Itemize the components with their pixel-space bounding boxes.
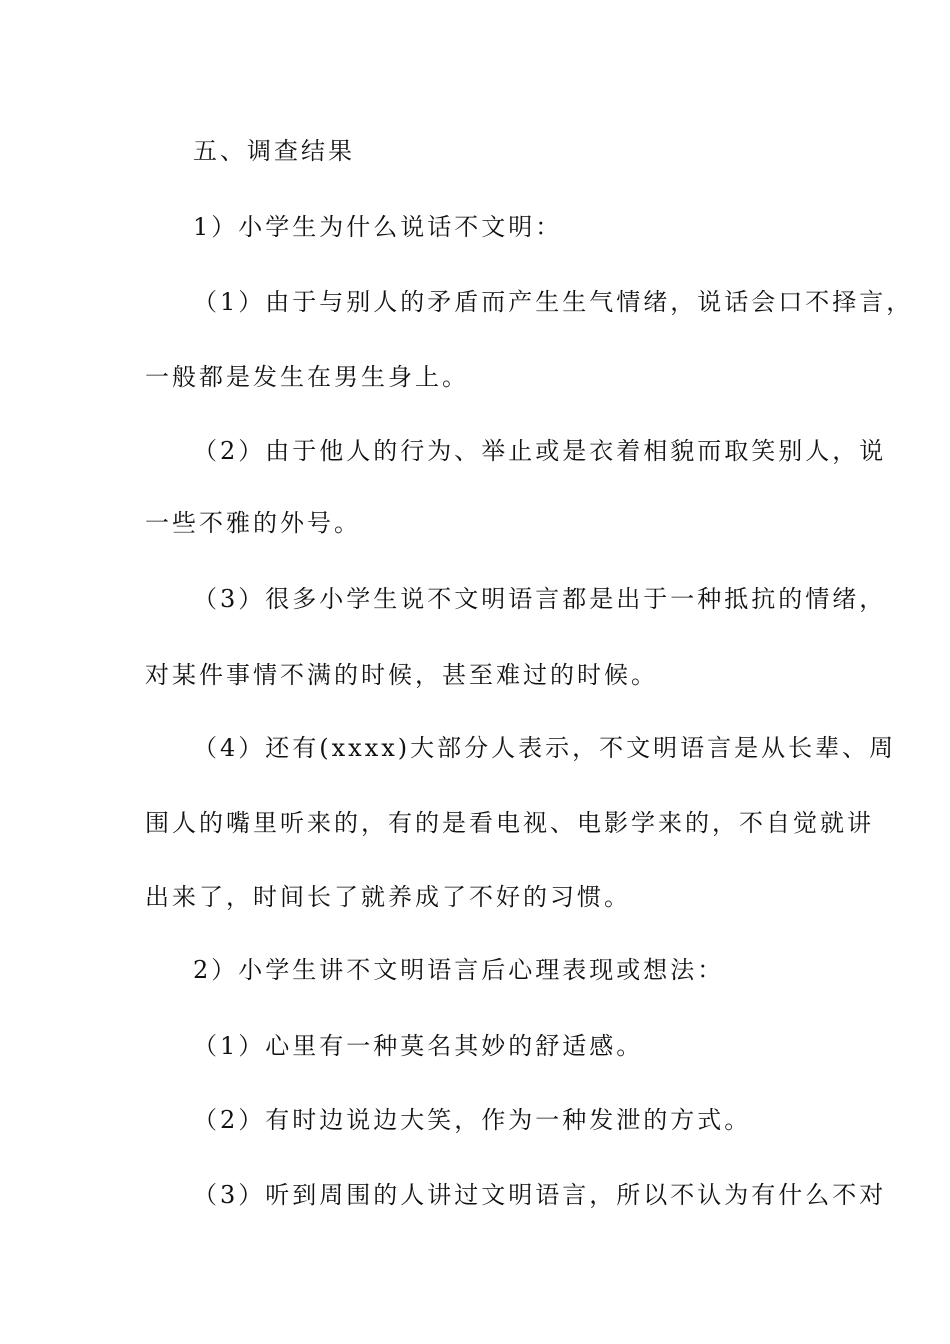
paragraph-line: （4）还有(xxxx)大部分人表示，不文明语言是从长辈、周 bbox=[193, 734, 897, 762]
paragraph-line: 一些不雅的外号。 bbox=[145, 509, 361, 537]
paragraph-line: 一般都是发生在男生身上。 bbox=[145, 363, 469, 391]
paragraph-line: （1）由于与别人的矛盾而产生生气情绪，说话会口不择言， bbox=[193, 288, 914, 316]
subheading-1: 1）小学生为什么说话不文明： bbox=[193, 213, 563, 241]
paragraph-line: （2）有时边说边大笑，作为一种发泄的方式。 bbox=[193, 1106, 752, 1134]
subheading-2: 2）小学生讲不文明语言后心理表现或想法： bbox=[193, 956, 725, 984]
paragraph-line: （3）听到周围的人讲过文明语言，所以不认为有什么不对 bbox=[193, 1181, 887, 1209]
paragraph-line: （2）由于他人的行为、举止或是衣着相貌而取笑别人，说 bbox=[193, 437, 887, 465]
paragraph-line: 出来了，时间长了就养成了不好的习惯。 bbox=[145, 883, 631, 911]
paragraph-line: 围人的嘴里听来的，有的是看电视、电影学来的，不自觉就讲 bbox=[145, 809, 874, 837]
section-heading: 五、调查结果 bbox=[193, 137, 355, 165]
paragraph-line: （1）心里有一种莫名其妙的舒适感。 bbox=[193, 1032, 644, 1060]
paragraph-line: （3）很多小学生说不文明语言都是出于一种抵抗的情绪， bbox=[193, 585, 887, 613]
paragraph-line: 对某件事情不满的时候，甚至难过的时候。 bbox=[145, 661, 658, 689]
